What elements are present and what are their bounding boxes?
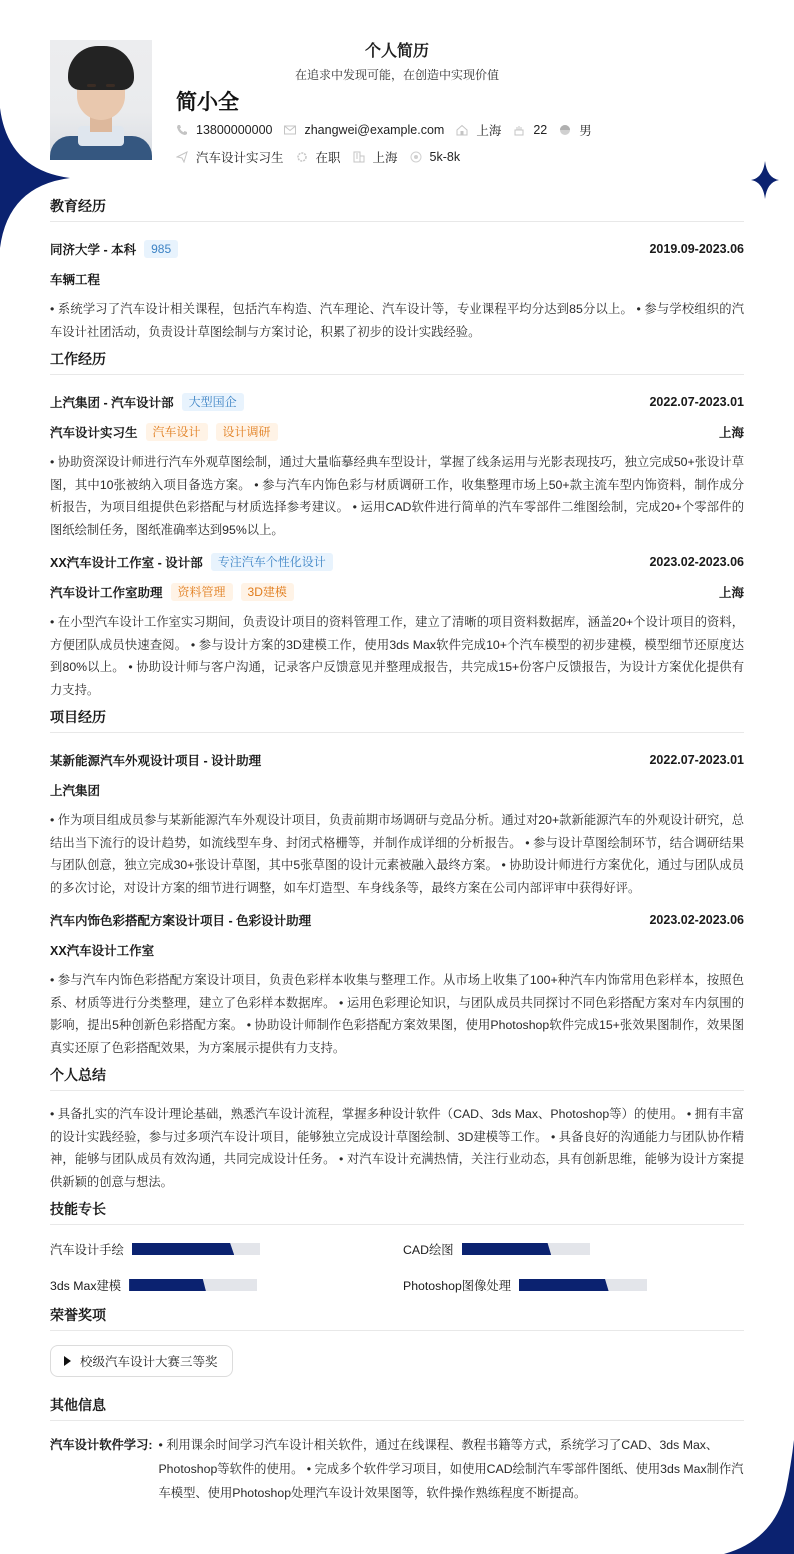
building-icon [353,151,365,163]
status-icon [296,151,308,163]
skill-item [50,1237,403,1261]
skill-item [403,1273,756,1297]
section-title: 技能专长 [50,1199,744,1225]
date-range: 2023.02-2023.06 [649,555,744,569]
section-title: 荣誉奖项 [50,1305,744,1331]
company-name: XX汽车设计工作室 - 设计部 [50,556,203,570]
education-entry [50,234,744,343]
school-tag: 985 [144,240,178,258]
other-label: 汽车设计软件学习: [50,1438,153,1452]
contact-row [176,121,604,139]
section-other [50,1395,744,1505]
skill-progress-bar [132,1243,260,1255]
role-tag: 资料管理 [171,583,233,601]
description: • 作为项目组成员参与某新能源汽车外观设计项目，负责前期市场调研与竞品分析。通过对20+款新能源汽车的外观设计研究，总结出当下流行的设计趋势，如流线型车身、封闭式格栅等，并制作成详细的分析报告。 • 参与设计草图绘制环节，结合调研结果与团队创意，独立完成30+张设计草图，其中5张草图的设计元素被融入最终方案。 • 协助设计师进行方案优化，通过与团队成员的多次讨论，对设计方案的细节进行调整，如车灯造型、车身线条等，最终方案在公司内部评审中获得好评。 [50,813,744,895]
skill-progress-bar [462,1243,590,1255]
skill-item [403,1237,756,1261]
home-icon [456,124,468,136]
project-entry [50,905,744,1059]
honor-item [50,1345,233,1377]
work-entry [50,547,744,701]
triangle-right-icon [64,1356,71,1366]
section-title: 其他信息 [50,1395,744,1421]
other-text: • 利用课余时间学习汽车设计相关软件，通过在线课程、教程书籍等方式，系统学习了CAD、3ds Max、Photoshop等软件的使用。 • 完成多个软件学习项目，如使用CAD绘制汽车零部件图纸、使用3ds Max制作汽车模型、使用Photoshop处理汽车设计效果图等，软件操作熟练程度不断提高。 [158,1438,744,1500]
job-intent-row [176,148,472,166]
email-item: zhangwei@example.com [284,123,444,137]
project-entry [50,745,744,899]
other-item [50,1433,744,1505]
section-honors [50,1305,744,1389]
skill-item [50,1273,403,1297]
section-work [50,349,744,701]
role-title: 汽车设计工作室助理 [50,586,163,600]
gender-icon [559,124,571,136]
location: 上海 [718,426,744,440]
skill-progress-bar [519,1279,647,1291]
skill-progress-bar [129,1279,257,1291]
salary-icon [410,151,422,163]
intent-city-item: 上海 [353,148,398,166]
phone-icon [176,124,188,136]
date-range: 2022.07-2023.01 [649,753,744,767]
mail-icon [284,124,296,136]
gender-item: 男 [559,121,592,139]
major: 车辆工程 [50,273,101,287]
send-icon [176,151,188,163]
role-title: 汽车设计实习生 [50,426,138,440]
date-range: 2019.09-2023.06 [649,242,744,256]
project-name: 汽车内饰色彩搭配方案设计项目 - 色彩设计助理 [50,914,312,928]
motto: 在追求中发现可能，在创造中实现价值 [294,68,499,82]
skill-label: 3ds Max建模 [50,1279,122,1293]
age-icon [513,124,525,136]
section-title: 项目经历 [50,707,744,733]
section-summary [50,1065,744,1193]
skill-label: Photoshop图像处理 [403,1279,511,1293]
location-item: 上海 [456,121,501,139]
section-skills [50,1199,744,1297]
description: • 在小型汽车设计工作室实习期间，负责设计项目的资料管理工作，建立了清晰的项目资料数据库，涵盖20+个设计项目的资料，方便团队成员快速查阅。 • 参与设计方案的3D建模工作，使用3ds Max软件完成10+个汽车模型的初步建模，模型细节还原度达到80%以上。 • 协助设计师与客户沟通，记录客户反馈意见并整理成报告，共完成15+份客户反馈报告，为设计方案优化提供有力支持。 [50,615,744,697]
location: 上海 [718,586,744,600]
description: • 参与汽车内饰色彩搭配方案设计项目，负责色彩样本收集与整理工作。从市场上收集了100+种汽车内饰常用色彩样本，按照色系、材质等进行分类整理，建立了色彩样本数据库。 • 运用色彩理论知识，与团队成员共同探讨不同色彩搭配方案对车内氛围的影响，提出5种创新色彩搭配方案。 • 协助设计师制作色彩搭配方案效果图，使用Photoshop软件完成15+张效果图制作，效果图真实还原了色彩搭配效果，为方案展示提供有力支持。 [50,973,744,1055]
role-tag: 汽车设计 [146,423,208,441]
description: • 系统学习了汽车设计相关课程，包括汽车构造、汽车理论、汽车设计等，专业课程平均分达到85分以上。 • 参与学校组织的汽车设计社团活动，负责设计草图绘制与方案讨论，积累了初步的设计实践经验。 [50,302,744,339]
company-tag: 大型国企 [182,393,244,411]
candidate-name: 简小全 [176,91,239,114]
date-range: 2022.07-2023.01 [649,395,744,409]
section-education [50,196,744,343]
intent-salary-item: 5k-8k [410,150,461,164]
section-projects [50,707,744,1059]
company-name: 上汽集团 - 汽车设计部 [50,396,174,410]
company-tag: 专注汽车个性化设计 [211,553,333,571]
intent-status-item: 在职 [296,148,341,166]
honor-label: 校级汽车设计大赛三等奖 [80,1355,218,1369]
intent-position-item: 汽车设计实习生 [176,148,284,166]
work-entry [50,387,744,541]
skill-label: 汽车设计手绘 [50,1243,124,1257]
document-title: 个人简历 [364,43,429,60]
skill-label: CAD绘图 [403,1243,454,1257]
section-title: 教育经历 [50,196,744,222]
section-title: 个人总结 [50,1065,744,1091]
date-range: 2023.02-2023.06 [649,913,744,927]
project-org: 上汽集团 [50,784,101,798]
project-org: XX汽车设计工作室 [50,944,155,958]
role-tag: 设计调研 [216,423,278,441]
resume-header [0,0,794,190]
age-item: 22 [513,123,547,137]
role-tag: 3D建模 [241,583,294,601]
school-name: 同济大学 - 本科 [50,243,137,257]
summary-text: • 具备扎实的汽车设计理论基础，熟悉汽车设计流程，掌握多种设计软件（CAD、3ds Max、Photoshop等）的使用。 • 拥有丰富的设计实践经验，参与过多项汽车设计项目，能够独立完成设计草图绘制、3D建模等工作。 • 具备良好的沟通能力与团队协作精神，能够与团队成员有效沟通，共同完成设计任务。 • 对汽车设计充满热情，关注行业动态，具有创新思维，能够为设计方案提供新颖的创意与想法。 [50,1107,744,1189]
project-name: 某新能源汽车外观设计项目 - 设计助理 [50,754,262,768]
section-title: 工作经历 [50,349,744,375]
description: • 协助资深设计师进行汽车外观草图绘制，通过大量临摹经典车型设计，掌握了线条运用与光影表现技巧，独立完成50+张设计草图，其中10张被纳入项目备选方案。 • 参与汽车内饰色彩与材质调研工作，收集整理市场上50+款主流车型内饰资料，制作成分析报告，为项目组提供色彩搭配与材质选择参考建议。 • 运用CAD软件进行简单的汽车零部件二维图绘制，完成20+个零部件的图纸绘制任务，图纸准确率达到95%以上。 [50,455,744,537]
phone-item: 13800000000 [176,123,272,137]
